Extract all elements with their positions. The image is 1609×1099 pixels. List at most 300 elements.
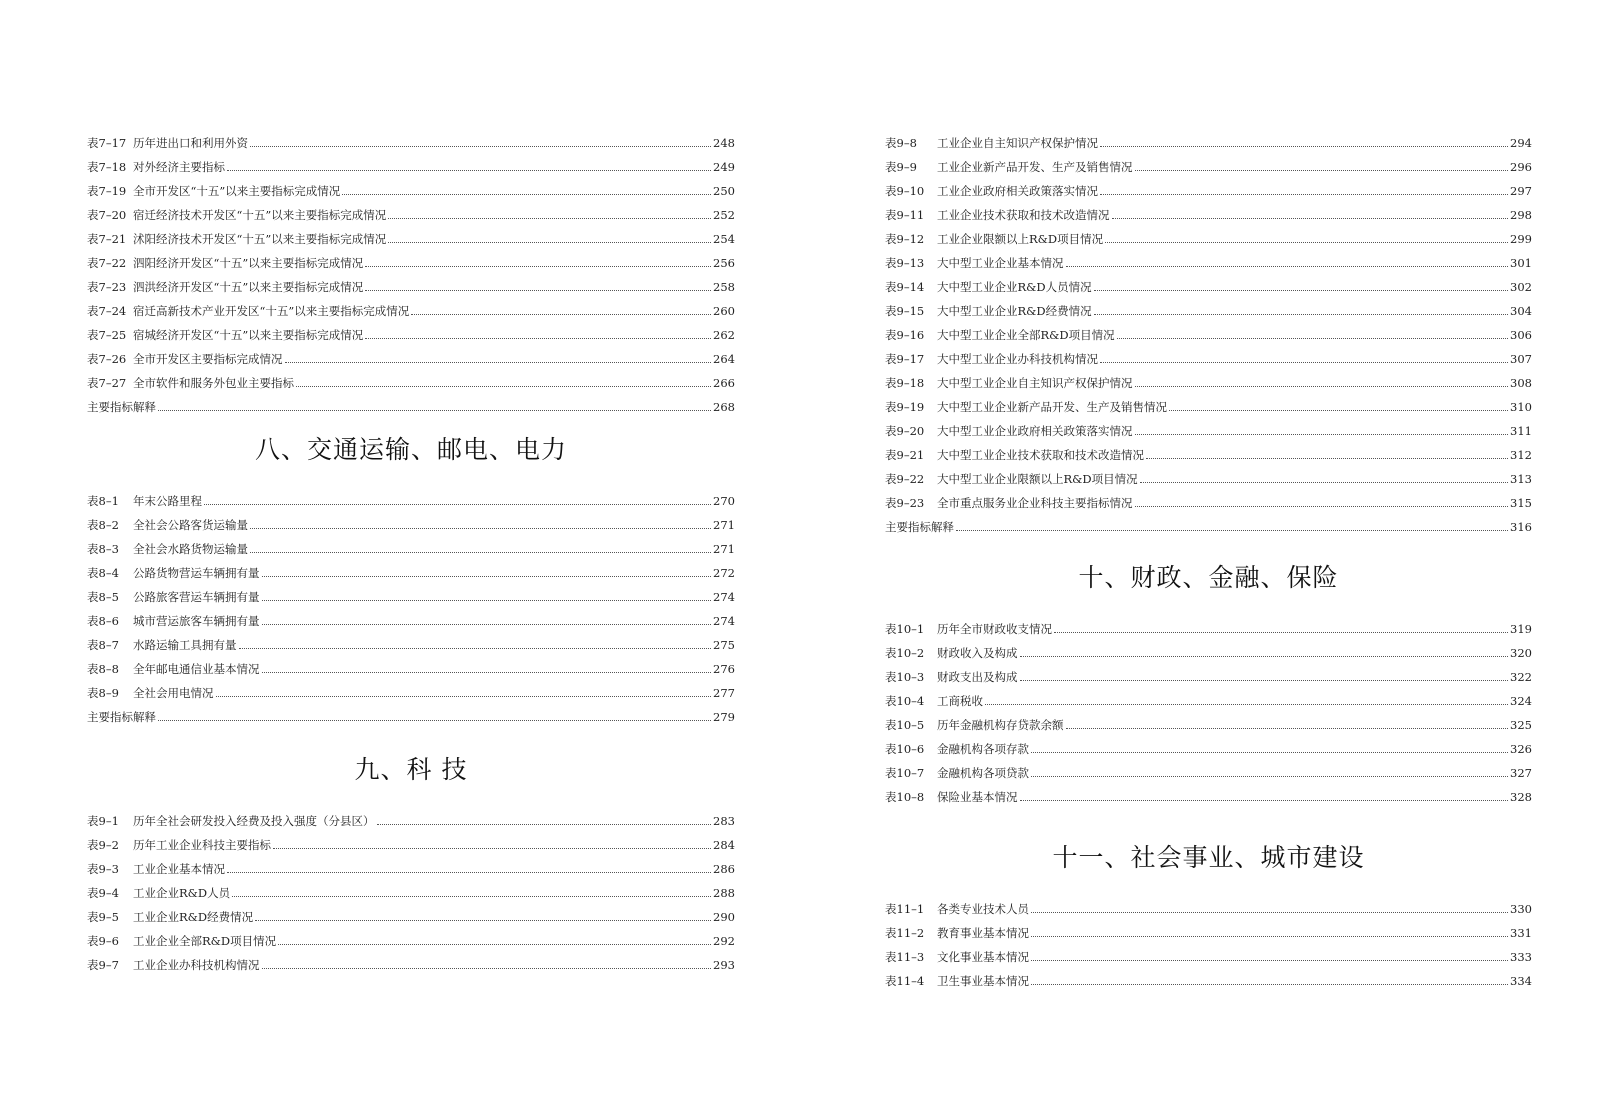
- toc-entry-title: 各类专业技术人员: [937, 902, 1029, 916]
- toc-entry[interactable]: [87, 294, 735, 318]
- dot-leader: [1140, 482, 1508, 483]
- section-title-11: 十一、社会事业、城市建设: [1052, 843, 1365, 872]
- toc-entry-code: 表9–3: [87, 862, 119, 876]
- section-title-9: 九、科 技: [354, 755, 468, 784]
- toc-entry-title: 大中型工业企业全部R&D项目情况: [937, 328, 1115, 342]
- toc-entry[interactable]: [885, 940, 1532, 964]
- section-title-8: 八、交通运输、邮电、电力: [254, 435, 567, 464]
- toc-entry[interactable]: [87, 222, 735, 246]
- toc-entry-title: 历年进出口和利用外资: [133, 136, 248, 150]
- spacer: [87, 472, 735, 484]
- toc-entry-page: 299: [1510, 232, 1532, 246]
- dot-leader: [262, 968, 712, 969]
- toc-entry-page: 290: [713, 910, 735, 924]
- toc-entry-title: 沭阳经济技术开发区“十五”以来主要指标完成情况: [133, 232, 387, 246]
- dot-leader: [262, 672, 712, 673]
- toc-entry-code: 表10–4: [885, 694, 925, 708]
- dot-leader: [1135, 170, 1509, 171]
- dot-leader: [388, 218, 711, 219]
- toc-entry-code: 表11–3: [885, 950, 925, 964]
- dot-leader: [1135, 386, 1509, 387]
- toc-entry[interactable]: [87, 174, 735, 198]
- toc-entry[interactable]: [885, 342, 1532, 366]
- toc-entry-page: 304: [1510, 304, 1532, 318]
- toc-entry-title: 历年全社会研发投入经费及投入强度（分县区）: [133, 814, 375, 828]
- toc-entry[interactable]: [885, 222, 1532, 246]
- toc-entry-title: 工业企业政府相关政策落实情况: [937, 184, 1098, 198]
- toc-entry-code: 表7–23: [87, 280, 127, 294]
- toc-entry[interactable]: [87, 604, 735, 628]
- toc-entry-code: 表9–16: [885, 328, 925, 342]
- dot-leader: [262, 624, 712, 625]
- toc-entry-title: 全年邮电通信业基本情况: [133, 662, 260, 676]
- toc-entry[interactable]: [87, 948, 735, 972]
- toc-entry-code: 表11–1: [885, 902, 925, 916]
- toc-entry-page: 312: [1510, 448, 1532, 462]
- spacer: [87, 792, 735, 804]
- toc-entry[interactable]: [87, 532, 735, 556]
- dot-leader: [365, 266, 711, 267]
- dot-leader: [1031, 960, 1508, 961]
- toc-entry-title: 主要指标解释: [87, 400, 156, 414]
- toc-entry-code: 表8–4: [87, 566, 119, 580]
- toc-entry[interactable]: [885, 246, 1532, 270]
- toc-entry-code: 表9–4: [87, 886, 119, 900]
- dot-leader: [250, 528, 711, 529]
- toc-entry-title: 城市营运旅客车辆拥有量: [133, 614, 260, 628]
- toc-entry-page: 275: [713, 638, 735, 652]
- toc-entry[interactable]: [885, 462, 1532, 486]
- toc-entry-code: 表10–8: [885, 790, 925, 804]
- dot-leader: [365, 290, 711, 291]
- toc-entry-code: 表8–9: [87, 686, 119, 700]
- dot-leader: [1031, 984, 1508, 985]
- dot-leader: [956, 530, 1508, 531]
- toc-entry[interactable]: [87, 828, 735, 852]
- toc-entry-page: 298: [1510, 208, 1532, 222]
- dot-leader: [1031, 776, 1508, 777]
- dot-leader: [1169, 410, 1508, 411]
- toc-entry[interactable]: [87, 628, 735, 652]
- dot-leader: [365, 338, 711, 339]
- dot-leader: [1117, 338, 1508, 339]
- toc-entry-code: 表9–17: [885, 352, 925, 366]
- toc-entry[interactable]: [885, 732, 1532, 756]
- toc-entry-page: 333: [1510, 950, 1532, 964]
- toc-entry[interactable]: [885, 916, 1532, 940]
- toc-entry-title: 全社会用电情况: [133, 686, 214, 700]
- toc-entry-title: 宿迁高新技术产业开发区“十五”以来主要指标完成情况: [133, 304, 410, 318]
- toc-entry-page: 328: [1510, 790, 1532, 804]
- toc-group-11: [885, 892, 1532, 988]
- toc-group-10: [885, 612, 1532, 804]
- toc-entry-code: 表9–8: [885, 136, 917, 150]
- toc-entry-code: 表10–2: [885, 646, 925, 660]
- toc-entry-title: 卫生事业基本情况: [937, 974, 1029, 988]
- toc-entry-page: 262: [713, 328, 735, 342]
- toc-group-7: [87, 126, 735, 414]
- toc-entry-title: 泗洪经济开发区“十五”以来主要指标完成情况: [133, 280, 364, 294]
- toc-entry-code: 表9–5: [87, 910, 119, 924]
- toc-entry-page: 274: [713, 590, 735, 604]
- toc-entry[interactable]: [87, 318, 735, 342]
- toc-entry-code: 表9–14: [885, 280, 925, 294]
- toc-entry[interactable]: [885, 892, 1532, 916]
- toc-entry[interactable]: [885, 780, 1532, 804]
- toc-entry-code: 表11–4: [885, 974, 925, 988]
- toc-entry-code: 表7–22: [87, 256, 127, 270]
- toc-entry[interactable]: [87, 580, 735, 604]
- toc-entry-code: 表9–22: [885, 472, 925, 486]
- toc-entry-title: 全社会公路客货运输量: [133, 518, 248, 532]
- toc-entry-title: 大中型工业企业新产品开发、生产及销售情况: [937, 400, 1167, 414]
- toc-entry-title: 历年金融机构存贷款余额: [937, 718, 1064, 732]
- toc-entry[interactable]: [885, 612, 1532, 636]
- toc-entry[interactable]: [885, 486, 1532, 510]
- toc-entry[interactable]: [885, 150, 1532, 174]
- dot-leader: [1112, 218, 1509, 219]
- toc-entry-page: 277: [713, 686, 735, 700]
- toc-entry-page: 313: [1510, 472, 1532, 486]
- dot-leader: [1135, 506, 1509, 507]
- toc-entry[interactable]: [885, 390, 1532, 414]
- toc-entry-page: 311: [1510, 424, 1532, 438]
- toc-entry[interactable]: [885, 294, 1532, 318]
- toc-entry-page: 322: [1510, 670, 1532, 684]
- toc-entry-code: 表10–1: [885, 622, 925, 636]
- toc-entry-title: 大中型工业企业基本情况: [937, 256, 1064, 270]
- toc-entry[interactable]: [87, 150, 735, 174]
- toc-entry[interactable]: [885, 270, 1532, 294]
- toc-entry-page: 292: [713, 934, 735, 948]
- dot-leader: [227, 872, 711, 873]
- toc-entry-page: 266: [713, 376, 735, 390]
- dot-leader: [278, 944, 711, 945]
- toc-entry[interactable]: [87, 342, 735, 366]
- toc-entry-title: 文化事业基本情况: [937, 950, 1029, 964]
- toc-entry[interactable]: [87, 852, 735, 876]
- toc-entry-code: 表9–13: [885, 256, 925, 270]
- toc-entry-page: 325: [1510, 718, 1532, 732]
- toc-entry[interactable]: [87, 676, 735, 700]
- dot-leader: [1100, 146, 1508, 147]
- dot-leader: [1054, 632, 1508, 633]
- toc-entry-title: 保险业基本情况: [937, 790, 1018, 804]
- toc-entry-title: 主要指标解释: [885, 520, 954, 534]
- toc-entry-page: 254: [713, 232, 735, 246]
- toc-entry-title: 大中型工业企业办科技机构情况: [937, 352, 1098, 366]
- toc-entry-title: 金融机构各项贷款: [937, 766, 1029, 780]
- toc-entry-page: 248: [713, 136, 735, 150]
- toc-entry-page: 334: [1510, 974, 1532, 988]
- toc-entry-page: 326: [1510, 742, 1532, 756]
- toc-entry-code: 表9–15: [885, 304, 925, 318]
- dot-leader: [250, 146, 711, 147]
- toc-entry[interactable]: [885, 174, 1532, 198]
- dot-leader: [262, 600, 712, 601]
- toc-entry[interactable]: [885, 964, 1532, 988]
- toc-entry-title: 全市重点服务业企业科技主要指标情况: [937, 496, 1133, 510]
- toc-entry-code: 表9–2: [87, 838, 119, 852]
- toc-entry-page: 296: [1510, 160, 1532, 174]
- dot-leader: [232, 896, 711, 897]
- toc-entry-page: 288: [713, 886, 735, 900]
- toc-entry-title: 大中型工业企业自主知识产权保护情况: [937, 376, 1133, 390]
- toc-entry-title: 工业企业技术获取和技术改造情况: [937, 208, 1110, 222]
- dot-leader: [1094, 314, 1508, 315]
- toc-entry-title: 大中型工业企业R&D经费情况: [937, 304, 1092, 318]
- toc-entry[interactable]: [885, 126, 1532, 150]
- toc-entry-title: 泗阳经济开发区“十五”以来主要指标完成情况: [133, 256, 364, 270]
- toc-entry[interactable]: [87, 556, 735, 580]
- toc-entry[interactable]: [885, 318, 1532, 342]
- toc-entry-title: 金融机构各项存款: [937, 742, 1029, 756]
- dot-leader: [985, 704, 1508, 705]
- toc-entry[interactable]: [885, 366, 1532, 390]
- toc-entry-page: 268: [713, 400, 735, 414]
- toc-entry-page: 320: [1510, 646, 1532, 660]
- toc-entry-code: 表8–7: [87, 638, 119, 652]
- toc-entry[interactable]: [885, 438, 1532, 462]
- toc-entry-title: 工业企业基本情况: [133, 862, 225, 876]
- toc-entry-page: 297: [1510, 184, 1532, 198]
- dot-leader: [262, 576, 712, 577]
- toc-entry-title: 工业企业R&D人员: [133, 886, 231, 900]
- toc-entry-code: 表8–8: [87, 662, 119, 676]
- dot-leader: [1066, 266, 1509, 267]
- toc-entry-title: 工业企业新产品开发、生产及销售情况: [937, 160, 1133, 174]
- toc-group-9a: [87, 804, 735, 972]
- toc-entry-code: 表8–6: [87, 614, 119, 628]
- dot-leader: [296, 386, 711, 387]
- spacer: [885, 600, 1532, 612]
- toc-entry-code: 表9–21: [885, 448, 925, 462]
- toc-entry[interactable]: [87, 126, 735, 150]
- toc-entry-page: 274: [713, 614, 735, 628]
- toc-entry-page: 316: [1510, 520, 1532, 534]
- dot-leader: [216, 696, 712, 697]
- toc-group-8: [87, 484, 735, 724]
- toc-entry-title: 大中型工业企业政府相关政策落实情况: [937, 424, 1133, 438]
- toc-entry-title: 工业企业R&D经费情况: [133, 910, 254, 924]
- toc-entry-code: 表7–20: [87, 208, 127, 222]
- toc-entry-code: 表8–2: [87, 518, 119, 532]
- toc-entry-title: 历年工业企业科技主要指标: [133, 838, 271, 852]
- dot-leader: [1020, 800, 1509, 801]
- toc-entry-page: 256: [713, 256, 735, 270]
- toc-entry-title: 财政收入及构成: [937, 646, 1018, 660]
- dot-leader: [204, 504, 711, 505]
- dot-leader: [227, 170, 711, 171]
- toc-entry[interactable]: [885, 684, 1532, 708]
- toc-entry-title: 主要指标解释: [87, 710, 156, 724]
- section-title-10: 十、财政、金融、保险: [1078, 563, 1339, 592]
- dot-leader: [342, 194, 711, 195]
- toc-entry-title: 财政支出及构成: [937, 670, 1018, 684]
- toc-entry-code: 表7–25: [87, 328, 127, 342]
- toc-entry[interactable]: [885, 414, 1532, 438]
- toc-entry[interactable]: [87, 652, 735, 676]
- toc-entry-title: 对外经济主要指标: [133, 160, 225, 174]
- toc-entry-page: 327: [1510, 766, 1532, 780]
- toc-entry-page: 271: [713, 518, 735, 532]
- toc-entry-code: 表9–20: [885, 424, 925, 438]
- toc-entry-page: 307: [1510, 352, 1532, 366]
- toc-entry-code: 表7–27: [87, 376, 127, 390]
- toc-entry-page: 315: [1510, 496, 1532, 510]
- toc-entry[interactable]: [885, 510, 1532, 534]
- toc-entry-code: 表9–7: [87, 958, 119, 972]
- toc-entry-code: 表7–18: [87, 160, 127, 174]
- toc-entry-title: 工业企业自主知识产权保护情况: [937, 136, 1098, 150]
- toc-entry-title: 年末公路里程: [133, 494, 202, 508]
- toc-entry-page: 319: [1510, 622, 1532, 636]
- toc-entry-page: 294: [1510, 136, 1532, 150]
- toc-entry-page: 310: [1510, 400, 1532, 414]
- toc-entry[interactable]: [87, 700, 735, 724]
- toc-entry-page: 330: [1510, 902, 1532, 916]
- toc-entry[interactable]: [885, 708, 1532, 732]
- toc-entry-code: 表7–24: [87, 304, 127, 318]
- toc-entry-code: 表9–9: [885, 160, 917, 174]
- toc-entry-page: 258: [713, 280, 735, 294]
- spacer: [885, 804, 1532, 836]
- toc-entry[interactable]: [87, 198, 735, 222]
- toc-entry-title: 工业企业办科技机构情况: [133, 958, 260, 972]
- dot-leader: [1066, 728, 1509, 729]
- toc-entry-title: 大中型工业企业技术获取和技术改造情况: [937, 448, 1144, 462]
- toc-entry-code: 表8–5: [87, 590, 119, 604]
- toc-entry-page: 252: [713, 208, 735, 222]
- toc-entry[interactable]: [87, 900, 735, 924]
- toc-entry-page: 308: [1510, 376, 1532, 390]
- toc-entry[interactable]: [87, 876, 735, 900]
- toc-entry-code: 表9–19: [885, 400, 925, 414]
- toc-entry-page: 301: [1510, 256, 1532, 270]
- dot-leader: [1100, 194, 1508, 195]
- toc-entry[interactable]: [87, 804, 735, 828]
- toc-entry-page: 286: [713, 862, 735, 876]
- toc-entry-title: 工业企业全部R&D项目情况: [133, 934, 277, 948]
- toc-entry-page: 270: [713, 494, 735, 508]
- toc-entry-page: 264: [713, 352, 735, 366]
- dot-leader: [1031, 936, 1508, 937]
- toc-entry-code: 表7–17: [87, 136, 127, 150]
- toc-entry-code: 表9–6: [87, 934, 119, 948]
- dot-leader: [239, 648, 712, 649]
- toc-entry[interactable]: [885, 756, 1532, 780]
- toc-entry[interactable]: [87, 246, 735, 270]
- toc-entry-title: 工业企业限额以上R&D项目情况: [937, 232, 1104, 246]
- toc-entry-title: 全市软件和服务外包业主要指标: [133, 376, 294, 390]
- toc-entry-page: 249: [713, 160, 735, 174]
- dot-leader: [1020, 680, 1509, 681]
- dot-leader: [1146, 458, 1508, 459]
- toc-entry-page: 283: [713, 814, 735, 828]
- dot-leader: [1020, 656, 1509, 657]
- toc-entry-code: 表7–26: [87, 352, 127, 366]
- dot-leader: [377, 824, 712, 825]
- toc-entry-title: 全市开发区主要指标完成情况: [133, 352, 283, 366]
- dot-leader: [273, 848, 711, 849]
- toc-entry-title: 水路运输工具拥有量: [133, 638, 237, 652]
- toc-entry-page: 271: [713, 542, 735, 556]
- toc-entry[interactable]: [87, 366, 735, 390]
- toc-entry-page: 260: [713, 304, 735, 318]
- spacer: [87, 414, 735, 428]
- toc-entry-code: 表9–11: [885, 208, 925, 222]
- toc-entry[interactable]: [87, 270, 735, 294]
- toc-entry[interactable]: [885, 636, 1532, 660]
- spacer: [885, 880, 1532, 892]
- dot-leader: [1105, 242, 1508, 243]
- toc-entry-title: 宿迁经济技术开发区“十五”以来主要指标完成情况: [133, 208, 387, 222]
- toc-entry-title: 公路旅客营运车辆拥有量: [133, 590, 260, 604]
- toc-entry-code: 表8–3: [87, 542, 119, 556]
- toc-entry-code: 表10–5: [885, 718, 925, 732]
- toc-entry-code: 表9–18: [885, 376, 925, 390]
- toc-entry[interactable]: [885, 660, 1532, 684]
- toc-entry-title: 公路货物营运车辆拥有量: [133, 566, 260, 580]
- toc-entry-code: 表7–19: [87, 184, 127, 198]
- dot-leader: [388, 242, 711, 243]
- toc-entry-code: 表9–1: [87, 814, 119, 828]
- toc-entry-code: 表9–12: [885, 232, 925, 246]
- toc-entry-code: 表10–7: [885, 766, 925, 780]
- dot-leader: [411, 314, 711, 315]
- spacer: [87, 724, 735, 748]
- dot-leader: [285, 362, 712, 363]
- toc-entry-title: 历年全市财政收支情况: [937, 622, 1052, 636]
- toc-entry-code: 表10–6: [885, 742, 925, 756]
- toc-entry[interactable]: [87, 484, 735, 508]
- toc-entry[interactable]: [87, 508, 735, 532]
- toc-entry-page: 250: [713, 184, 735, 198]
- toc-entry-code: 表7–21: [87, 232, 127, 246]
- toc-entry-title: 大中型工业企业限额以上R&D项目情况: [937, 472, 1138, 486]
- dot-leader: [255, 920, 711, 921]
- dot-leader: [1094, 290, 1508, 291]
- toc-entry-title: 全市开发区“十五”以来主要指标完成情况: [133, 184, 341, 198]
- left-page: [87, 126, 735, 972]
- toc-entry-page: 276: [713, 662, 735, 676]
- toc-entry-title: 工商税收: [937, 694, 983, 708]
- toc-entry-code: 表9–23: [885, 496, 925, 510]
- right-page: [885, 126, 1532, 988]
- toc-entry-page: 302: [1510, 280, 1532, 294]
- toc-entry-page: 279: [713, 710, 735, 724]
- dot-leader: [1100, 362, 1508, 363]
- toc-entry-code: 表8–1: [87, 494, 119, 508]
- toc-entry-page: 284: [713, 838, 735, 852]
- toc-entry-code: 表9–10: [885, 184, 925, 198]
- toc-entry-title: 教育事业基本情况: [937, 926, 1029, 940]
- toc-entry-page: 306: [1510, 328, 1532, 342]
- toc-entry[interactable]: [87, 390, 735, 414]
- toc-group-9b: [885, 126, 1532, 534]
- toc-entry-page: 324: [1510, 694, 1532, 708]
- toc-entry[interactable]: [885, 198, 1532, 222]
- toc-entry-title: 宿城经济开发区“十五”以来主要指标完成情况: [133, 328, 364, 342]
- spacer: [885, 534, 1532, 556]
- toc-entry[interactable]: [87, 924, 735, 948]
- dot-leader: [158, 720, 711, 721]
- dot-leader: [1031, 752, 1508, 753]
- toc-entry-code: 表10–3: [885, 670, 925, 684]
- toc-entry-title: 全社会水路货物运输量: [133, 542, 248, 556]
- dot-leader: [250, 552, 711, 553]
- toc-entry-page: 293: [713, 958, 735, 972]
